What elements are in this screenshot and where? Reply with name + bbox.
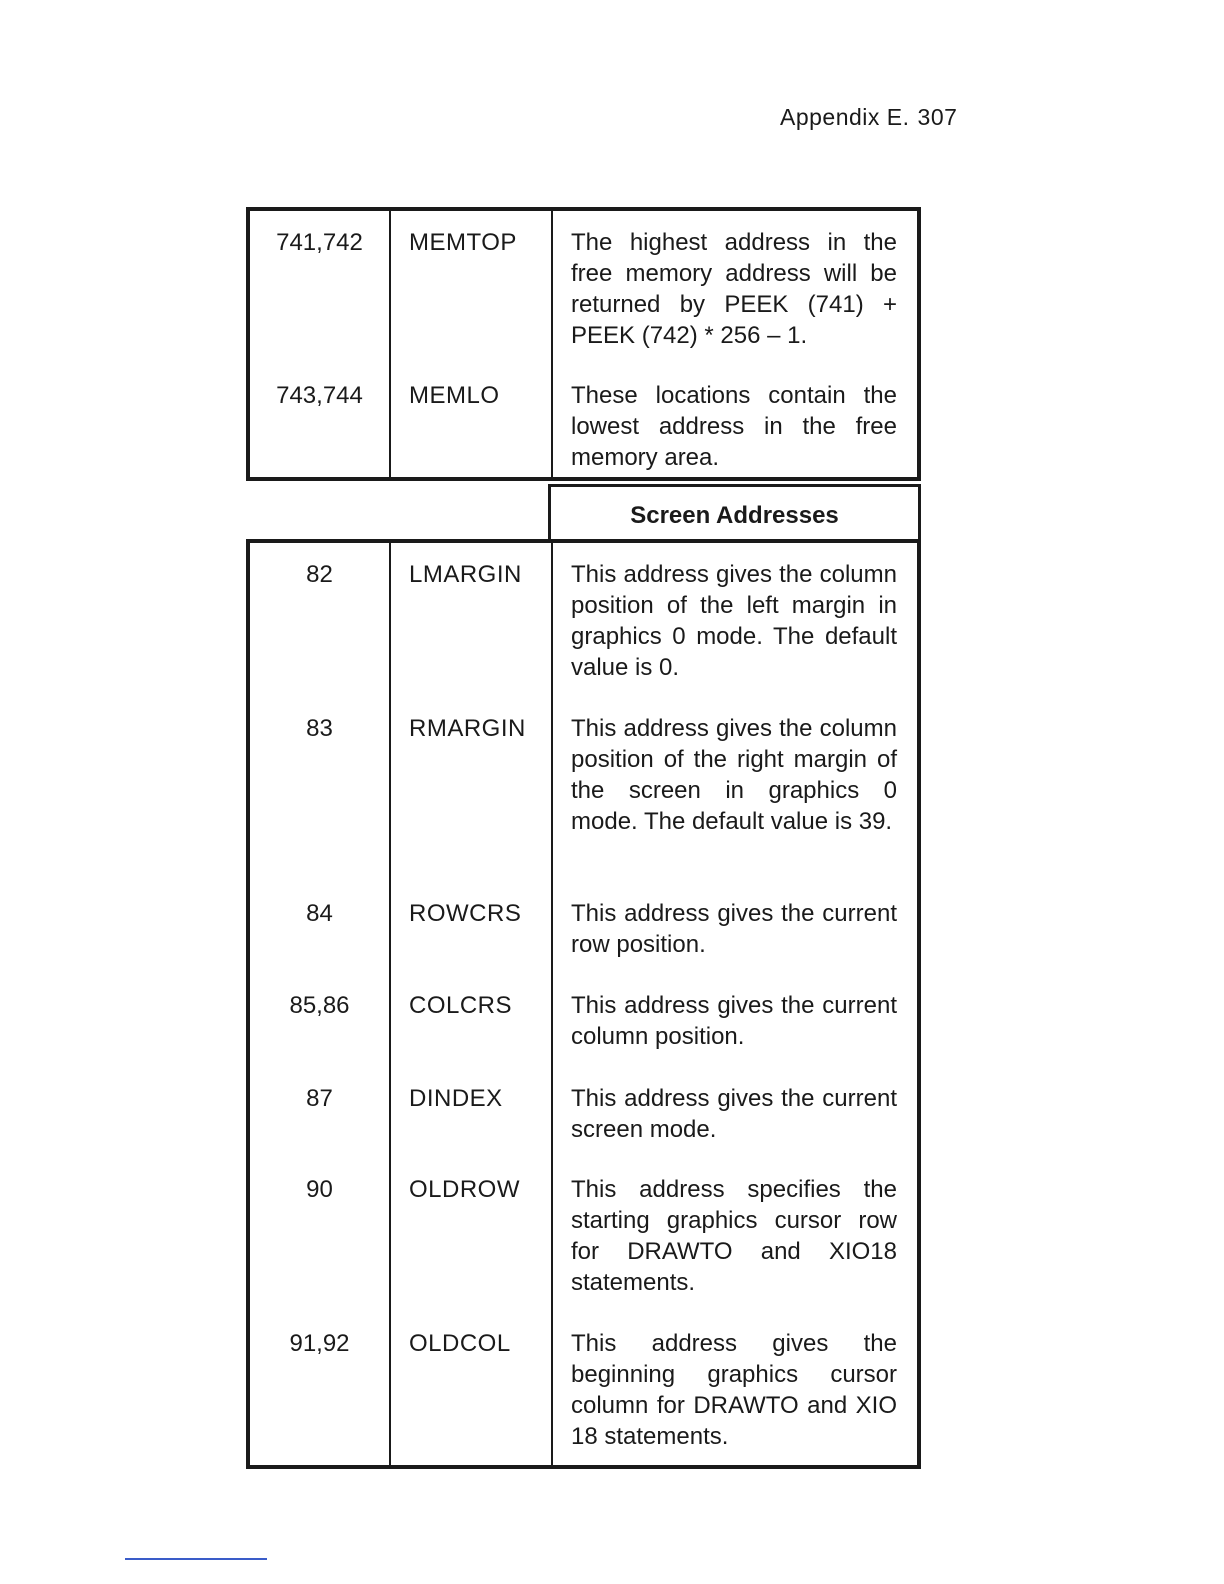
description-column <box>553 543 917 1465</box>
label-cell: MEMLO <box>409 382 500 409</box>
address-cell: 85,86 <box>289 992 350 1019</box>
name-column <box>391 211 553 477</box>
description-column <box>553 211 917 477</box>
label-cell: ROWCRS <box>409 900 522 927</box>
description-cell: This address gives the current screen mode. <box>571 1085 897 1143</box>
address-column <box>250 543 391 1465</box>
label-cell: RMARGIN <box>409 715 526 742</box>
address-cell: 90 <box>306 1176 333 1203</box>
address-cell: 82 <box>306 561 333 588</box>
label-cell: OLDROW <box>409 1176 520 1203</box>
page-number: 307 <box>917 104 958 130</box>
address-cell: 84 <box>306 900 333 927</box>
description-cell: This address gives the current column position. <box>571 992 897 1050</box>
description-cell: These locations contain the lowest address in the free memory area. <box>571 382 897 471</box>
description-cell: This address gives the column position of the right margin of the screen in graphics 0 mode. The default value is 39. <box>571 715 897 835</box>
label-cell: OLDCOL <box>409 1330 511 1357</box>
description-cell: This address gives the beginning graphics cursor column for DRAWTO and XIO 18 statements. <box>571 1330 897 1450</box>
description-cell: This address gives the column position of the left margin in graphics 0 mode. The default value is 0. <box>571 561 897 681</box>
memory-address-table <box>246 207 921 481</box>
address-column <box>250 211 391 477</box>
label-cell: COLCRS <box>409 992 513 1019</box>
address-cell: 83 <box>306 715 333 742</box>
screen-address-table <box>246 539 921 1469</box>
address-cell: 743,744 <box>276 382 363 409</box>
footer-rule <box>125 1558 267 1560</box>
description-cell: The highest address in the free memory address will be returned by PEEK (741) + PEEK (742) * 256 – 1. <box>571 229 897 349</box>
label-cell: LMARGIN <box>409 561 522 588</box>
appendix-label: Appendix E. <box>780 104 910 130</box>
section-heading: Screen Addresses <box>548 484 921 542</box>
page-header <box>780 104 957 131</box>
label-cell: MEMTOP <box>409 229 517 256</box>
address-cell: 91,92 <box>289 1330 350 1357</box>
address-cell: 741,742 <box>276 229 363 256</box>
description-cell: This address gives the current row position. <box>571 900 897 958</box>
name-column <box>391 543 553 1465</box>
label-cell: DINDEX <box>409 1085 503 1112</box>
address-cell: 87 <box>306 1085 333 1112</box>
description-cell: This address specifies the starting graphics cursor row for DRAWTO and XIO18 statements. <box>571 1176 897 1296</box>
